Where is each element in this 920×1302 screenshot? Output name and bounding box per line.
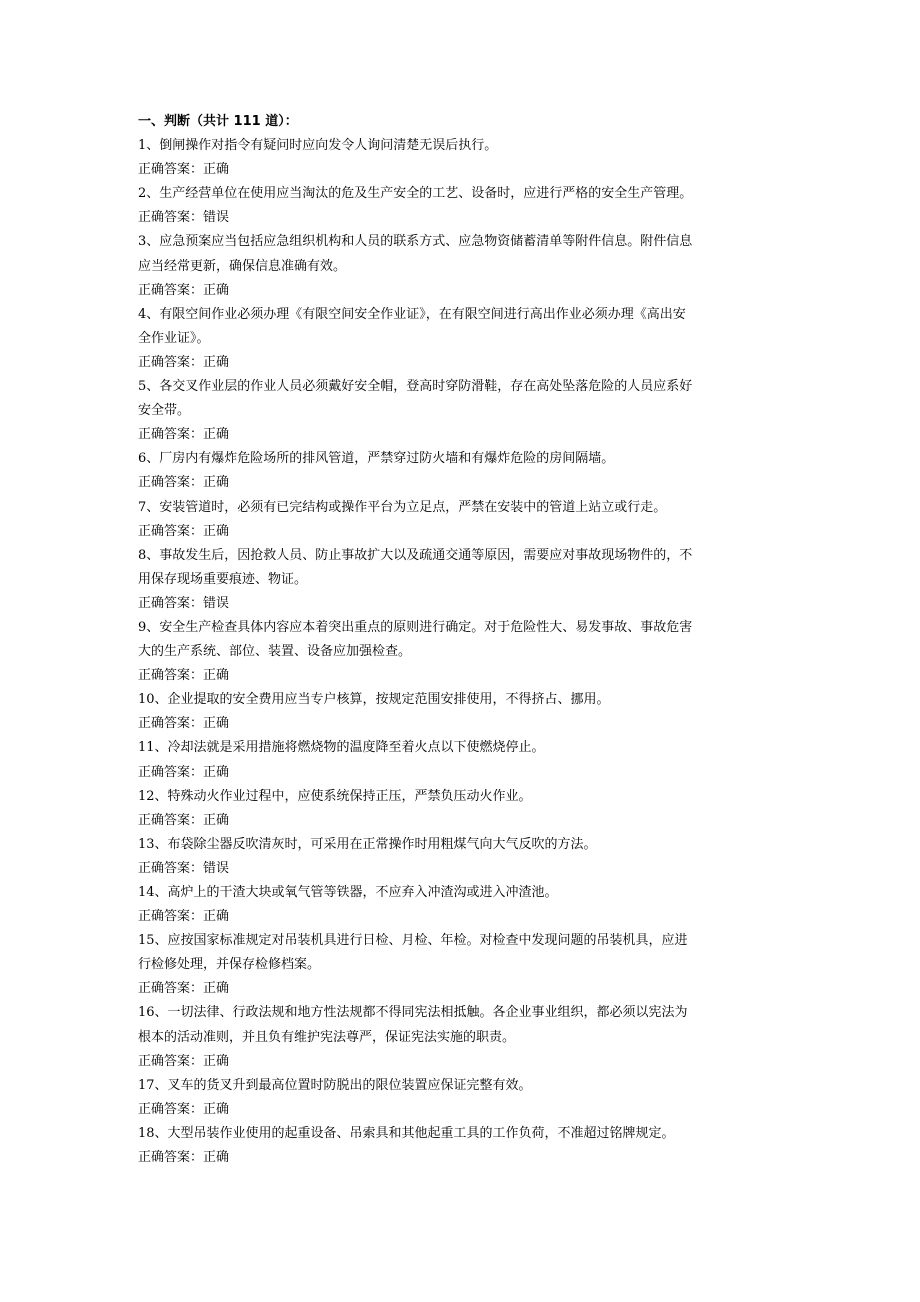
- answer-line: [138, 712, 798, 736]
- question-item: [138, 303, 798, 375]
- answer-value: 正确: [203, 523, 230, 539]
- question-item: [138, 833, 798, 881]
- question-text: 10、企业提取的安全费用应当专户核算，按规定范围安排使用，不得挤占、挪用。: [138, 692, 610, 708]
- answer-label: 正确答案：: [138, 764, 204, 780]
- question-item: [138, 544, 798, 616]
- question-text: 安全带。: [138, 403, 191, 419]
- question-item: [138, 616, 798, 688]
- answer-value: 正确: [203, 1150, 230, 1166]
- question-item: [138, 375, 798, 447]
- question-text: 15、应按国家标准规定对吊装机具进行日检、月检、年检。对检查中发现问题的吊装机具，应进: [138, 933, 688, 949]
- question-text: 16、一切法律、行政法规和地方性法规都不得同宪法相抵触。各企业事业组织，都必须以宪法为: [138, 1005, 688, 1021]
- answer-value: 错误: [203, 210, 230, 226]
- answer-line: [138, 857, 798, 881]
- question-text: 13、布袋除尘器反吹清灰时，可采用在正常操作时用粗煤气向大气反吹的方法。: [138, 836, 597, 852]
- section-title: 一、判断（共计 111 道）：: [138, 114, 298, 129]
- question-text: 应当经常更新，确保信息准确有效。: [138, 258, 347, 274]
- answer-line: [138, 423, 798, 447]
- answer-label: 正确答案：: [138, 475, 204, 491]
- question-text: 12、特殊动火作业过程中，应使系统保持正压，严禁负压动火作业。: [138, 788, 532, 804]
- question-text: 大的生产系统、部位、装置、设备应加强检查。: [138, 644, 412, 660]
- answer-label: 正确答案：: [138, 668, 204, 684]
- answer-label: 正确答案：: [138, 427, 204, 443]
- answer-value: 正确: [203, 162, 230, 178]
- question-item: [138, 447, 798, 495]
- answer-value: 正确: [203, 1101, 230, 1117]
- answer-label: 正确答案：: [138, 981, 204, 997]
- question-item: [138, 688, 798, 736]
- question-item: [138, 182, 798, 230]
- question-text: 5、各交叉作业层的作业人员必须戴好安全帽，登高时穿防滑鞋，存在高处坠落危险的人员应系好: [138, 379, 693, 395]
- answer-label: 正确答案：: [138, 162, 204, 178]
- answer-label: 正确答案：: [138, 354, 204, 370]
- answer-value: 正确: [203, 812, 230, 828]
- answer-line: [138, 279, 798, 303]
- answer-line: [138, 1146, 798, 1170]
- answer-label: 正确答案：: [138, 716, 204, 732]
- answer-label: 正确答案：: [138, 1101, 204, 1117]
- question-text: 6、厂房内有爆炸危险场所的排风管道，严禁穿过防火墙和有爆炸危险的房间隔墙。: [138, 451, 615, 467]
- answer-label: 正确答案：: [138, 1150, 204, 1166]
- question-text: 17、叉车的货叉升到最高位置时防脱出的限位装置应保证完整有效。: [138, 1077, 532, 1093]
- answer-value: 正确: [203, 981, 230, 997]
- answer-value: 错误: [203, 595, 230, 611]
- answer-value: 正确: [203, 282, 230, 298]
- answer-line: [138, 158, 798, 182]
- question-text: 18、大型吊装作业使用的起重设备、吊索具和其他起重工具的工作负荷，不准超过铭牌规定。: [138, 1125, 675, 1141]
- question-text: 3、应急预案应当包括应急组织机构和人员的联系方式、应急物资储蓄清单等附件信息。附件信息: [138, 234, 693, 250]
- answer-label: 正确答案：: [138, 210, 204, 226]
- question-item: [138, 1001, 798, 1073]
- question-text: 1、倒闸操作对指令有疑问时应向发令人询问清楚无误后执行。: [138, 138, 498, 154]
- answer-line: [138, 520, 798, 544]
- answer-value: 正确: [203, 1053, 230, 1069]
- answer-value: 正确: [203, 427, 230, 443]
- answer-label: 正确答案：: [138, 1053, 204, 1069]
- question-text: 用保存现场重要痕迹、物证。: [138, 571, 308, 587]
- question-item: [138, 134, 798, 182]
- question-list: [138, 134, 798, 1170]
- answer-value: 正确: [203, 764, 230, 780]
- answer-line: [138, 1050, 798, 1074]
- question-item: [138, 230, 798, 302]
- question-text: 2、生产经营单位在使用应当淘汰的危及生产安全的工艺、设备时，应进行严格的安全生产管理。: [138, 186, 693, 202]
- document-page: [138, 110, 798, 1170]
- question-item: [138, 785, 798, 833]
- question-text: 行检修处理，并保存检修档案。: [138, 957, 321, 973]
- answer-line: [138, 905, 798, 929]
- answer-label: 正确答案：: [138, 595, 204, 611]
- answer-label: 正确答案：: [138, 523, 204, 539]
- answer-label: 正确答案：: [138, 909, 204, 925]
- question-text: 8、事故发生后，因抢救人员、防止事故扩大以及疏通交通等原因，需要应对事故现场物件的，不: [138, 547, 693, 563]
- question-item: [138, 496, 798, 544]
- question-item: [138, 1074, 798, 1122]
- answer-line: [138, 664, 798, 688]
- answer-line: [138, 206, 798, 230]
- answer-value: 正确: [203, 668, 230, 684]
- question-text: 11、冷却法就是采用措施将燃烧物的温度降至着火点以下使燃烧停止。: [138, 740, 545, 756]
- answer-line: [138, 1098, 798, 1122]
- answer-line: [138, 351, 798, 375]
- question-text: 9、安全生产检查具体内容应本着突出重点的原则进行确定。对于危险性大、易发事故、事故危害: [138, 619, 693, 635]
- question-item: [138, 736, 798, 784]
- question-item: [138, 881, 798, 929]
- answer-value: 正确: [203, 909, 230, 925]
- answer-value: 错误: [203, 860, 230, 876]
- answer-value: 正确: [203, 475, 230, 491]
- answer-line: [138, 977, 798, 1001]
- question-text: 全作业证》。: [138, 330, 210, 346]
- question-item: [138, 1122, 798, 1170]
- question-text: 4、有限空间作业必须办理《有限空间安全作业证》，在有限空间进行高出作业必须办理《高出安: [138, 306, 686, 322]
- answer-line: [138, 592, 798, 616]
- answer-label: 正确答案：: [138, 282, 204, 298]
- answer-line: [138, 761, 798, 785]
- question-text: 7、安装管道时，必须有已完结构或操作平台为立足点，严禁在安装中的管道上站立或行走。: [138, 499, 667, 515]
- answer-value: 正确: [203, 716, 230, 732]
- question-text: 14、高炉上的干渣大块或氧气管等铁器，不应弃入冲渣沟或进入冲渣池。: [138, 885, 558, 900]
- question-item: [138, 929, 798, 1001]
- answer-label: 正确答案：: [138, 860, 204, 876]
- answer-value: 正确: [203, 354, 230, 370]
- answer-line: [138, 471, 798, 495]
- question-text: 根本的活动准则，并且负有维护宪法尊严，保证宪法实施的职责。: [138, 1029, 516, 1045]
- answer-label: 正确答案：: [138, 812, 204, 828]
- answer-line: [138, 809, 798, 833]
